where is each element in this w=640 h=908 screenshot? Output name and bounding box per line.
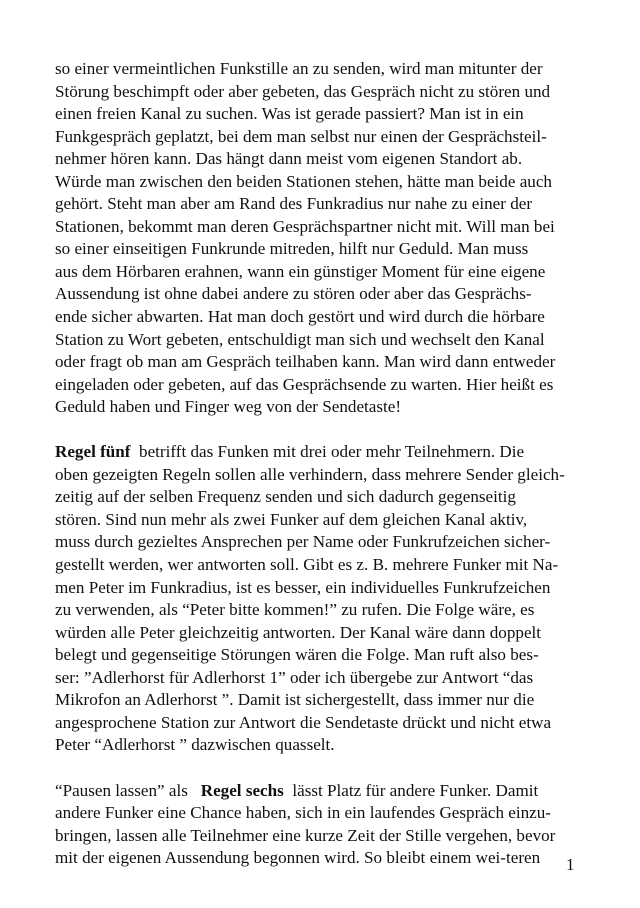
- text-line: andere Funker eine Chance haben, sich in ein laufendes Gespräch einzu-: [55, 803, 551, 823]
- text-line: oder fragt ob man am Gespräch teilhaben kann. Man wird dann entweder: [55, 352, 556, 372]
- text-line: würden alle Peter gleichzeitig antworten. Der Kanal wäre dann doppelt: [55, 622, 542, 642]
- line-text: lässt Platz für andere Funker. Damit: [283, 780, 539, 800]
- text-line: Station zu Wort gebeten, entschuldigt man sich und wechselt den Kanal: [55, 329, 545, 349]
- text-line: ser: ”Adlerhorst für Adlerhorst 1” oder ich übergebe zur Antwort “das: [55, 667, 534, 687]
- text-line: gehört. Steht man aber am Rand des Funkradius nur nahe zu einer der: [55, 194, 533, 214]
- text-line: aus dem Hörbaren erahnen, wann ein günstiger Moment für eine eigene: [55, 261, 546, 281]
- paragraph-1: [55, 58, 615, 419]
- line-text: betrifft das Funken mit drei oder mehr Teilnehmern. Die: [130, 442, 525, 462]
- paragraph-spacer: [55, 757, 615, 780]
- text-line: Mikrofon an Adlerhorst ”. Damit ist sichergestellt, dass immer nur die: [55, 690, 535, 710]
- text-line: Geduld haben und Finger weg von der Sendetaste!: [55, 397, 402, 417]
- text-line: muss durch gezieltes Ansprechen per Name oder Funkrufzeichen sicher-: [55, 532, 551, 552]
- text-line: belegt und gegenseitige Störungen wären die Folge. Man ruft also bes-: [55, 645, 539, 665]
- rule-heading-six: Regel sechs: [200, 780, 284, 800]
- text-line: ende sicher abwarten. Hat man doch gestört und wird durch die hörbare: [55, 307, 545, 327]
- text-line: Stationen, bekommt man deren Gesprächspartner nicht mit. Will man bei: [55, 216, 555, 236]
- text-line: zu verwenden, als “Peter bitte kommen!” zu rufen. Die Folge wäre, es: [55, 600, 535, 620]
- paragraph-2: [55, 441, 615, 757]
- text-line: Aussendung ist ohne dabei andere zu stören oder aber das Gesprächs-: [55, 284, 532, 304]
- text-line: stören. Sind nun mehr als zwei Funker auf dem gleichen Kanal aktiv,: [55, 509, 528, 529]
- text-line: Störung beschimpft oder aber gebeten, das Gespräch nicht zu stören und: [55, 81, 551, 101]
- text-line: men Peter im Funkradius, ist es besser, ein individuelles Funkrufzeichen: [55, 577, 551, 597]
- text-line: Funkgespräch geplatzt, bei dem man selbst nur einen der Gesprächsteil-: [55, 126, 547, 146]
- text-line: zeitig auf der selben Frequenz senden und sich dadurch gegenseitig: [55, 487, 516, 507]
- text-line: gestellt werden, wer antworten soll. Gibt es z. B. mehrere Funker mit Na-: [55, 555, 559, 575]
- text-line: [55, 780, 615, 803]
- body-text: [55, 58, 615, 870]
- text-line: oben gezeigten Regeln sollen alle verhindern, dass mehrere Sender gleich-: [55, 464, 565, 484]
- text-line: nehmer hören kann. Das hängt dann meist vom eigenen Standort ab.: [55, 149, 523, 169]
- text-line: bringen, lassen alle Teilnehmer eine kurze Zeit der Stille vergehen, bevor: [55, 825, 556, 845]
- text-line: einen freien Kanal zu suchen. Was ist gerade passiert? Man ist in ein: [55, 104, 524, 124]
- rule-heading-five: Regel fünf: [55, 442, 131, 462]
- text-line: so einer vermeintlichen Funkstille an zu senden, wird man mitunter der: [55, 59, 543, 78]
- paragraph-3: [55, 780, 615, 870]
- paragraph-spacer: [55, 419, 615, 442]
- text-line: Peter “Adlerhorst ” dazwischen quasselt.: [55, 735, 335, 755]
- text-line: [55, 441, 615, 464]
- text-line: mit der eigenen Aussendung begonnen wird. So bleibt einem wei-teren: [55, 848, 541, 868]
- text-line: so einer einseitigen Funkrunde mitreden, hilft nur Geduld. Man muss: [55, 239, 529, 259]
- text-line: angesprochene Station zur Antwort die Sendetaste drückt und nicht etwa: [55, 712, 552, 732]
- text-line: eingeladen oder gebeten, auf das Gesprächsende zu warten. Hier heißt es: [55, 374, 554, 394]
- line-text: “Pausen lassen” als: [55, 780, 201, 800]
- text-line: Würde man zwischen den beiden Stationen stehen, hätte man beide auch: [55, 171, 552, 191]
- page-number: 1: [566, 855, 575, 874]
